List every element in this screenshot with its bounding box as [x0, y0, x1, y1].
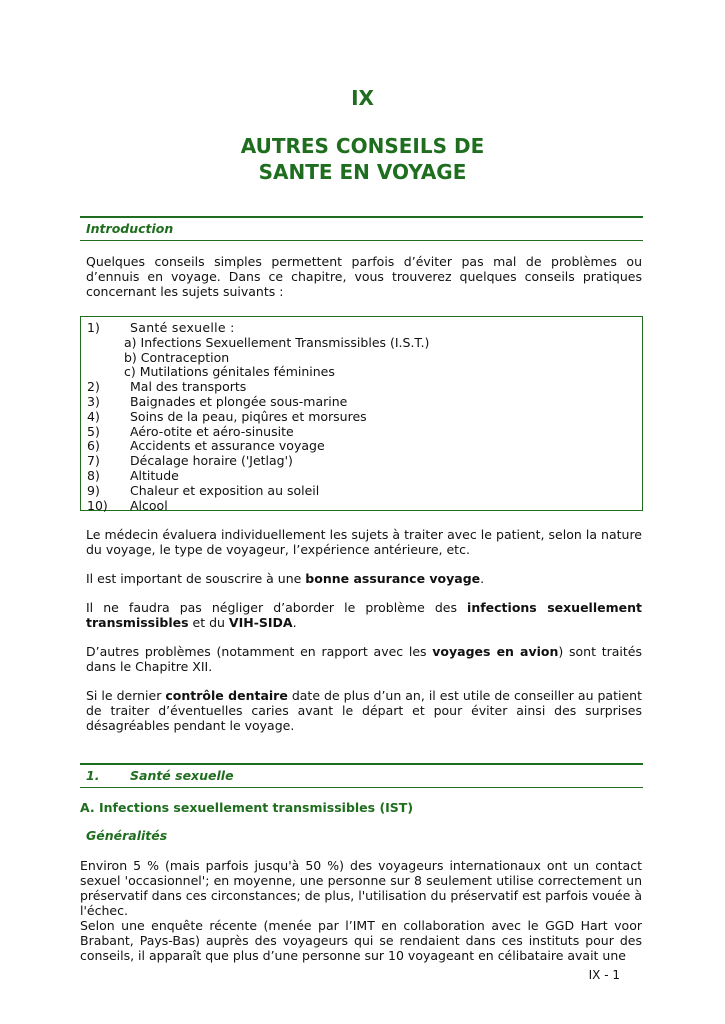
bold-run: contrôle dentaire	[165, 688, 288, 703]
title-line-2: SANTE EN VOYAGE	[258, 160, 467, 184]
topic-item: Accidents et assurance voyage	[130, 438, 325, 454]
assurance-paragraph	[86, 571, 642, 586]
topic-item: Santé sexuelle :	[130, 320, 235, 335]
topic-number: 3)	[87, 394, 100, 409]
dentaire-paragraph	[86, 688, 642, 733]
topic-item: Chaleur et exposition au soleil	[130, 482, 320, 498]
topic-number: 2)	[87, 379, 100, 395]
selon-paragraph: Selon une enquête récente (menée par l’IMT en collaboration avec le GGD Hart voor Brabant, Pays-Bas) auprès des voyageurs qui se rendaient dans ces instituts pour des conseils, il apparaît que plus d’une personne sur 10 voyageant en célibataire avait une	[80, 918, 642, 963]
section-1-title: Santé sexuelle	[130, 768, 234, 783]
topic-item: Soins de la peau, piqûres et morsures	[130, 408, 367, 424]
topic-subitem: b) Contraception	[124, 349, 230, 365]
intro-heading: Introduction	[86, 221, 174, 236]
bold-run: voyages en avion	[432, 644, 559, 659]
medecin-paragraph: Le médecin évaluera individuellement les sujets à traiter avec le patient, selon la nature du voyage, le type de voyageur, l’expérience antérieure, etc.	[86, 527, 642, 557]
topic-number: 6)	[87, 438, 100, 454]
topic-item: Décalage horaire ('Jetlag')	[130, 453, 293, 469]
bold-run: infections sexuellement transmissibles	[86, 600, 642, 630]
topic-item: Altitude	[130, 468, 179, 483]
text-run: .	[292, 615, 297, 630]
topic-number: 1)	[87, 320, 100, 335]
chapter-number: IX	[351, 86, 374, 110]
generalites-heading: Généralités	[86, 828, 168, 843]
topics-list	[80, 316, 643, 511]
topic-item: Mal des transports	[130, 379, 247, 395]
topic-subitem: c) Mutilations génitales féminines	[124, 364, 335, 380]
section-1-number: 1.	[86, 768, 100, 783]
text-run: ) sont traités dans le Chapitre XII.	[86, 644, 642, 674]
title-line-1: AUTRES CONSEILS DE	[240, 134, 485, 158]
intro-paragraph: Quelques conseils simples permettent parfois d’éviter pas mal de problèmes ou d’ennuis en voyage. Dans ce chapitre, vous trouverez quelques conseils pratiques concernant les sujets suivants :	[86, 254, 642, 299]
topic-number: 8)	[87, 468, 100, 483]
text-run: date de plus d’un an, il est utile de conseiller au patient de traiter d’éventuelles caries avant le départ et pour éviter ainsi des surprises désagréables pendant le voyage.	[86, 688, 642, 733]
text-run: Si le dernier	[86, 688, 166, 703]
topic-subitem: a) Infections Sexuellement Transmissibles (I.S.T.)	[124, 334, 430, 350]
topic-number: 4)	[87, 408, 100, 424]
page-number: IX - 1	[588, 968, 620, 982]
bold-run: bonne assurance voyage	[305, 571, 481, 586]
topic-item: Alcool	[130, 497, 168, 513]
subsection-a-heading: A. Infections sexuellement transmissibles (IST)	[80, 800, 414, 815]
topic-number: 5)	[87, 423, 100, 439]
text-run: Il est important de souscrire à une	[86, 571, 306, 586]
ist-paragraph	[86, 600, 642, 630]
topic-item: Baignades et plongée sous-marine	[130, 394, 348, 409]
intro-heading-bar	[80, 216, 643, 241]
text-run: et du	[188, 615, 229, 630]
environ-paragraph: Environ 5 % (mais parfois jusqu'à 50 %) des voyageurs internationaux ont un contact sexuel 'occasionnel'; en moyenne, une personne sur 8 seulement utilise correctement un préservatif dans ces circonstances; de plus, l'utilisation du préservatif est parfois vouée à l'échec.	[80, 858, 642, 918]
text-run: Il ne faudra pas négliger d’aborder le problème des	[86, 600, 468, 615]
topic-number: 7)	[87, 453, 100, 469]
section-1-heading-bar	[80, 763, 643, 788]
bold-run: VIH-SIDA	[228, 615, 293, 630]
page-title	[0, 133, 725, 185]
topic-number: 9)	[87, 482, 100, 498]
topic-item: Aéro-otite et aéro-sinusite	[130, 423, 294, 439]
text-run: D’autres problèmes (notamment en rapport avec les	[86, 644, 433, 659]
avion-paragraph	[86, 644, 642, 674]
text-run: .	[480, 571, 485, 586]
topic-number: 10)	[87, 497, 108, 513]
